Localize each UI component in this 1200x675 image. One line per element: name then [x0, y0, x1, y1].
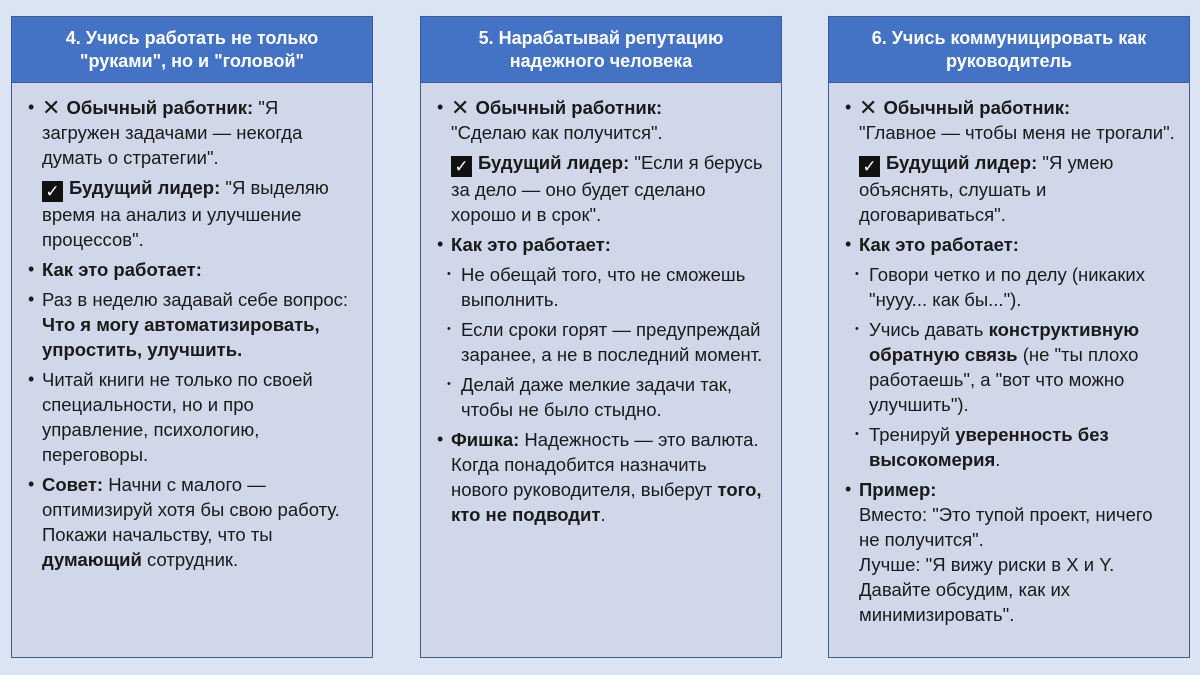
- how-it-works-heading: [437, 232, 767, 257]
- sub-bold: конструктивную обратную связь: [869, 319, 1140, 365]
- card-title: 6. Учись коммуницировать как руководитель: [829, 17, 1189, 83]
- how-it-works-heading: [28, 257, 358, 282]
- cross-icon: ✕: [859, 95, 878, 120]
- tip-text-end: сотрудник.: [141, 549, 239, 570]
- card-body: [829, 83, 1189, 642]
- worker-text: "Главное — чтобы меня не трогали".: [859, 122, 1175, 143]
- worker-item: [28, 95, 358, 170]
- sub-text-end: (не "ты плохо работаешь", а "вот что можно улучшить").: [869, 344, 1139, 415]
- bullet-text: Читай книги не только по своей специальности, но и про управление, психологию, переговоры.: [42, 369, 313, 465]
- bullet-example: [845, 477, 1175, 627]
- card-learn-to-think: [11, 16, 373, 658]
- worker-text: "Сделаю как получится".: [451, 122, 663, 143]
- card-reputation: [420, 16, 782, 658]
- worker-label: Обычный работник:: [66, 97, 254, 118]
- leader-label: Будущий лидер:: [69, 177, 221, 198]
- card-title: 5. Нарабатывай репутацию надежного человека: [421, 17, 781, 83]
- leader-item: [845, 150, 1175, 227]
- tip-bold: думающий: [42, 549, 142, 570]
- sub-text: Учись давать: [869, 319, 989, 340]
- card-title: 4. Учись работать не только "руками", но и "головой": [12, 17, 372, 83]
- sub-bold: уверенность без высокомерия: [869, 424, 1109, 470]
- example-better: Лучше: "Я вижу риски в X и Y. Давайте обсудим, как их минимизировать".: [859, 554, 1115, 625]
- cross-icon: ✕: [42, 95, 61, 120]
- sub-bullet-speak-clearly: • Говори четко и по делу (никаких "нууу... как бы...").: [845, 262, 1175, 312]
- leader-text: "Я умею объяснять, слушать и договариваться".: [859, 152, 1114, 225]
- worker-label: Обычный работник:: [475, 97, 663, 118]
- trick-text: Надежность — это валюта. Когда понадобится назначить нового руководителя, выберут: [451, 429, 759, 500]
- checkbox-checked-icon: ✓: [42, 181, 63, 202]
- leader-label: Будущий лидер:: [478, 152, 630, 173]
- leader-text: "Я выделяю время на анализ и улучшение процессов".: [42, 177, 329, 250]
- bullet-trick: [437, 427, 767, 527]
- worker-label: Обычный работник:: [883, 97, 1071, 118]
- leader-item: [28, 175, 358, 252]
- how-it-works-heading: [845, 232, 1175, 257]
- how-label: Как это работает:: [42, 259, 202, 280]
- bullet-text: Раз в неделю задавай себе вопрос:: [42, 289, 349, 310]
- how-label: Как это работает:: [859, 234, 1019, 255]
- sub-bullet-feedback: [845, 317, 1175, 417]
- leader-item: [437, 150, 767, 227]
- example-instead: Вместо: "Это тупой проект, ничего не получится".: [859, 504, 1153, 550]
- bullet-weekly-question: [28, 287, 358, 362]
- card-body: [421, 83, 781, 542]
- trick-label: Фишка:: [451, 429, 520, 450]
- card-communicate: [828, 16, 1190, 658]
- worker-item: [437, 95, 767, 145]
- leader-text: "Если я берусь за дело — оно будет сделано хорошо и в срок".: [451, 152, 763, 225]
- checkbox-checked-icon: ✓: [859, 156, 880, 177]
- bullet-read-books: [28, 367, 358, 467]
- trick-bold: того, кто не подводит: [451, 479, 762, 525]
- card-body: [12, 83, 372, 587]
- how-label: Как это работает:: [451, 234, 611, 255]
- sub-text-end: .: [995, 449, 1001, 470]
- bullet-tip: [28, 472, 358, 572]
- worker-item: [845, 95, 1175, 145]
- sub-bullet-promise: • Не обещай того, что не сможешь выполнить.: [437, 262, 767, 312]
- leader-label: Будущий лидер:: [886, 152, 1038, 173]
- example-label: Пример:: [859, 479, 937, 500]
- tip-label: Совет:: [42, 474, 104, 495]
- bullet-bold: Что я могу автоматизировать, упростить, улучшить.: [42, 314, 320, 360]
- tip-text: Начни с малого — оптимизируй хотя бы свою работу. Покажи начальству, что ты: [42, 474, 340, 545]
- sub-bullet-small-tasks: • Делай даже мелкие задачи так, чтобы не было стыдно.: [437, 372, 767, 422]
- sub-bullet-confidence: [845, 422, 1175, 472]
- sub-text: Тренируй: [869, 424, 956, 445]
- trick-end: .: [600, 504, 606, 525]
- worker-text: "Я загружен задачами — некогда думать о стратегии".: [42, 97, 303, 168]
- cross-icon: ✕: [451, 95, 470, 120]
- checkbox-checked-icon: ✓: [451, 156, 472, 177]
- sub-bullet-deadlines: • Если сроки горят — предупреждай заранее, а не в последний момент.: [437, 317, 767, 367]
